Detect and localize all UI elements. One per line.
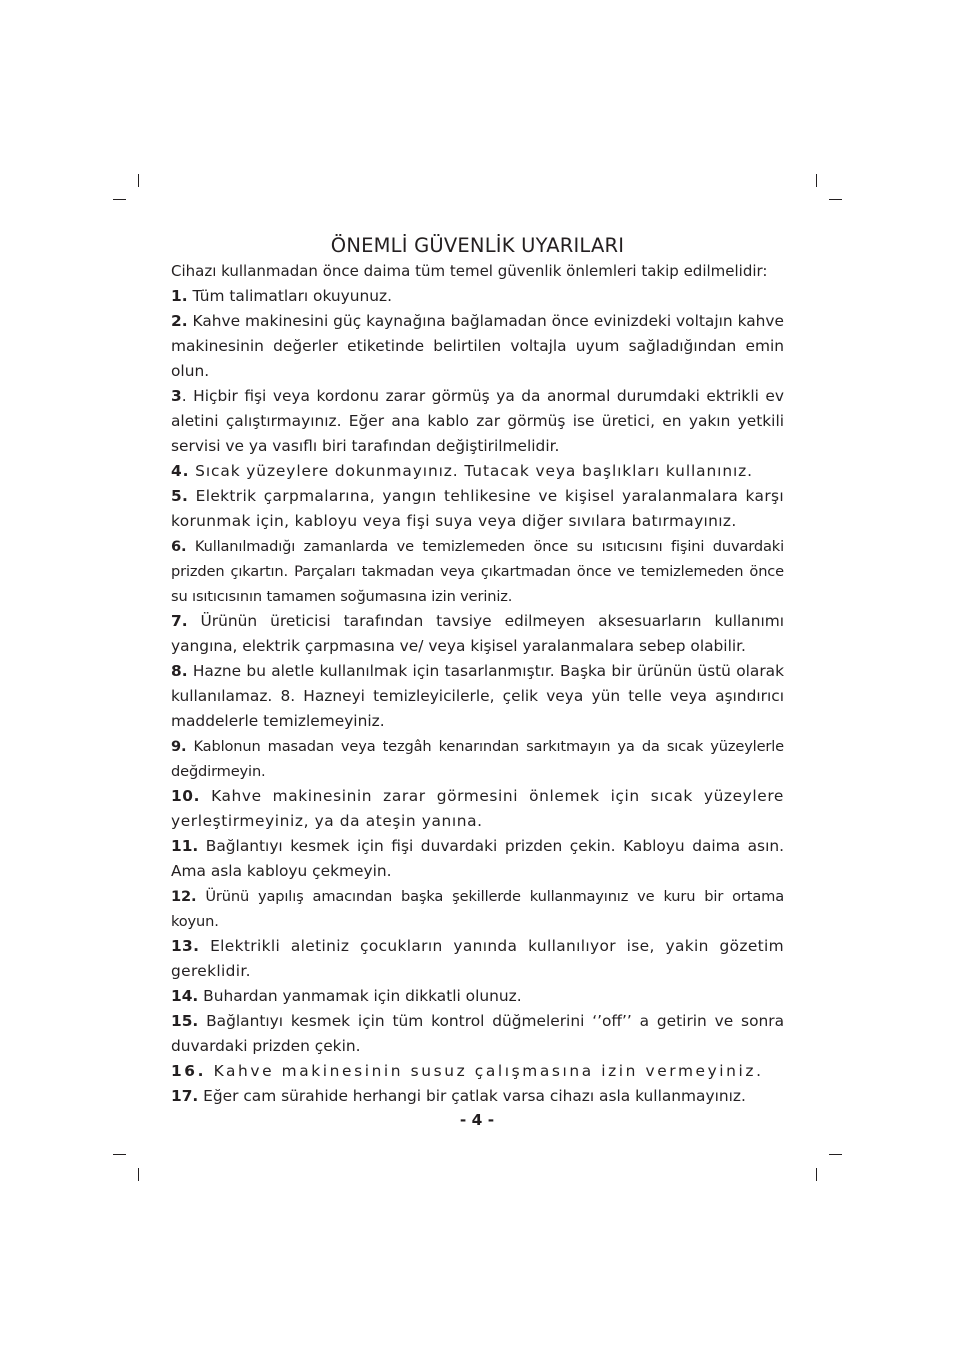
item-number: 16.	[171, 1062, 207, 1080]
item-number: 4.	[171, 462, 190, 480]
item-text: Tüm talimatları okuyunuz.	[187, 287, 393, 305]
crop-mark-bottom-left-horizontal	[113, 1154, 126, 1155]
item-text: Kahve makinesini güç kaynağına bağlamadan önce evinizdeki voltajın kahve makinesinin değerler etiketinde belirtilen voltajla uyum sağladığından emin olun.	[171, 312, 784, 380]
item-number: 14.	[171, 987, 199, 1005]
item-number: 1.	[171, 287, 188, 305]
document-title: ÖNEMLİ GÜVENLİK UYARILARI	[330, 234, 625, 257]
instruction-item-7	[171, 609, 784, 659]
item-text: Kullanılmadığı zamanlarda ve temizlemeden önce su ısıtıcısını fişini duvardaki prizden çıkartın. Parçaları takmadan veya çıkartmadan önce ve temizlemeden önce su ısıtıcısının tamamen soğumasına izin veriniz.	[171, 538, 784, 605]
item-text: Kahve makinesinin zarar görmesini önlemek için sıcak yüzeylere yerleştirmeyiniz, ya da ateşin yanına.	[171, 787, 784, 830]
item-text: Elektrikli aletiniz çocukların yanında kullanılıyor ise, yakin gözetim gereklidir.	[171, 937, 784, 980]
item-number: 5.	[171, 487, 189, 505]
instruction-item-3	[171, 384, 784, 459]
item-number: 15.	[171, 1012, 199, 1030]
item-text: Hazne bu aletle kullanılmak için tasarlanmıştır. Başka bir ürünün üstü olarak kullanılamaz. 8. Hazneyi temizleyicilerle, çelik veya yün telle veya aşındırıcı maddelerle temizlemeyiniz.	[171, 662, 784, 730]
item-text: Kablonun masadan veya tezgâh kenarından sarkıtmayın ya da sıcak yüzeylerle değdirmeyin.	[171, 738, 784, 780]
item-text: Elektrik çarpmalarına, yangın tehlikesine ve kişisel yaralanmalara karşı korunmak için, kabloyu veya fişi suya veya diğer sıvılara batırmayınız.	[171, 487, 784, 530]
item-text: Ürünün üreticisi tarafından tavsiye edilmeyen aksesuarların kullanımı yangına, elektrik çarpmasına ve/ veya kişisel yaralanmalara sebep olabilir.	[171, 612, 784, 655]
intro-text: Cihazı kullanmadan önce daima tüm temel güvenlik önlemleri takip edilmelidir:	[171, 262, 768, 280]
instruction-item-5	[171, 484, 784, 534]
instruction-item-16	[171, 1059, 784, 1084]
item-number: 13.	[171, 937, 200, 955]
instruction-item-13	[171, 934, 784, 984]
item-text: Kahve makinesinin susuz çalışmasına izin vermeyiniz.	[206, 1062, 764, 1080]
instruction-item-10	[171, 784, 784, 834]
item-number: 3	[171, 387, 182, 405]
instruction-item-2	[171, 309, 784, 384]
instruction-item-6	[171, 534, 784, 609]
instruction-item-4	[171, 459, 784, 484]
item-text: Eğer cam sürahide herhangi bir çatlak varsa cihazı asla kullanmayınız.	[198, 1087, 746, 1105]
instruction-item-17	[171, 1084, 784, 1109]
safety-instructions	[171, 259, 784, 1109]
crop-mark-top-left-horizontal	[113, 199, 126, 200]
item-text: Bağlantıyı kesmek için tüm kontrol düğmelerini ‘’off’’ a getirin ve sonra duvardaki prizden çekin.	[171, 1012, 784, 1055]
instruction-item-12	[171, 884, 784, 934]
crop-mark-bottom-right-horizontal	[829, 1154, 842, 1155]
item-number: 12.	[171, 888, 197, 905]
crop-mark-bottom-right-vertical	[816, 1168, 817, 1181]
item-text: . Hiçbir fişi veya kordonu zarar görmüş ya da anormal durumdaki ektrikli ev aletini çalıştırmayınız. Eğer ana kablo zar görmüş ise üretici, en yakın yetkili servisi ve ya vasıflı biri tarafından değiştirilmelidir.	[171, 387, 784, 455]
instruction-item-1	[171, 284, 784, 309]
item-number: 2.	[171, 312, 188, 330]
item-text: Sıcak yüzeylere dokunmayınız. Tutacak veya başlıkları kullanınız.	[189, 462, 753, 480]
item-text: Bağlantıyı kesmek için fişi duvardaki prizden çekin. Kabloyu daima asın. Ama asla kabloyu çekmeyin.	[171, 837, 784, 880]
item-number: 10.	[171, 787, 201, 805]
page-number: - 4 -	[459, 1111, 495, 1129]
item-text: Ürünü yapılış amacından başka şekillerde kullanmayınız ve kuru bir ortama koyun.	[171, 888, 784, 930]
instruction-item-11	[171, 834, 784, 884]
item-number: 17.	[171, 1087, 199, 1105]
item-number: 9.	[171, 738, 187, 755]
item-text: Buhardan yanmamak için dikkatli olunuz.	[198, 987, 522, 1005]
crop-mark-top-right-vertical	[816, 174, 817, 187]
item-number: 6.	[171, 538, 187, 555]
instruction-item-14	[171, 984, 784, 1009]
item-number: 11.	[171, 837, 199, 855]
crop-mark-top-left-vertical	[138, 174, 139, 187]
instruction-item-8	[171, 659, 784, 734]
instruction-item-15	[171, 1009, 784, 1059]
instruction-item-9	[171, 734, 784, 784]
item-number: 8.	[171, 662, 188, 680]
crop-mark-bottom-left-vertical	[138, 1168, 139, 1181]
crop-mark-top-right-horizontal	[829, 199, 842, 200]
item-number: 7.	[171, 612, 188, 630]
document-body	[171, 233, 784, 1109]
